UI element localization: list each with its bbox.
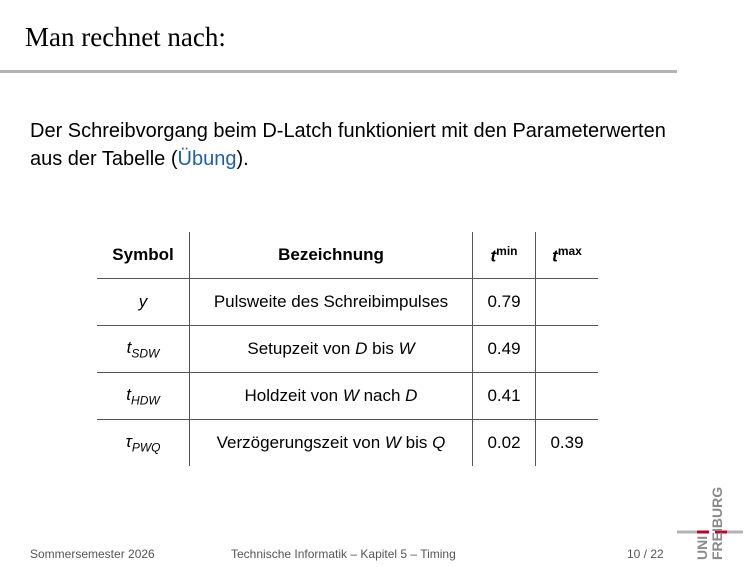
body-text <box>30 117 670 173</box>
description-cell <box>190 373 473 420</box>
tmin-cell: 0.02 <box>473 420 536 467</box>
tmax-cell: 0.39 <box>536 420 599 467</box>
symbol-base: τ <box>125 431 132 451</box>
signal-name: Q <box>432 433 446 452</box>
header-tmin-base: t <box>490 246 497 266</box>
signal-name: D <box>405 386 418 405</box>
tmax-cell <box>536 279 599 326</box>
svg-text:UNI: UNI <box>694 535 710 560</box>
signal-name: D <box>355 339 368 358</box>
tmin-cell: 0.79 <box>473 279 536 326</box>
uni-freiburg-logo <box>675 480 745 560</box>
symbol-base: t <box>126 384 132 404</box>
tmax-cell <box>536 373 599 420</box>
signal-name: W <box>384 433 401 452</box>
header-tmax-base: t <box>552 246 558 266</box>
symbol-cell <box>97 279 190 326</box>
parameter-table <box>97 232 598 466</box>
uebung-link[interactable]: Übung <box>177 148 237 170</box>
tmin-cell: 0.49 <box>473 326 536 373</box>
description-text: Holdzeit von <box>244 386 343 405</box>
symbol-cell <box>97 326 190 373</box>
table-row <box>97 326 598 373</box>
table-row <box>97 373 598 420</box>
symbol-base: t <box>126 337 132 357</box>
symbol-base: y <box>138 292 148 311</box>
signal-name: W <box>342 386 359 405</box>
symbol-subscript: PWQ <box>131 440 161 455</box>
description-cell <box>190 420 473 467</box>
header-symbol: Symbol <box>97 232 190 279</box>
footer-center: Technische Informatik – Kapitel 5 – Timing <box>231 547 456 561</box>
tmin-cell: 0.41 <box>473 373 536 420</box>
header-tmin-sup: min <box>496 243 518 258</box>
tmax-cell <box>536 326 599 373</box>
description-cell <box>190 279 473 326</box>
body-text-main: Der Schreibvorgang beim D-Latch funktioniert mit den Parameterwerten aus der Tabelle ( <box>30 120 666 170</box>
header-tmax <box>536 232 599 279</box>
description-text: Setupzeit von <box>247 339 356 358</box>
footer-left: Sommersemester 2026 <box>30 547 155 561</box>
title-rule <box>0 70 677 73</box>
svg-text:FREIBURG: FREIBURG <box>709 486 725 560</box>
table-row <box>97 420 598 467</box>
description-text: bis <box>367 339 399 358</box>
header-tmax-sup: max <box>557 243 582 258</box>
table-row <box>97 279 598 326</box>
header-tmin <box>473 232 536 279</box>
description-cell <box>190 326 473 373</box>
signal-name: W <box>398 339 415 358</box>
symbol-cell <box>97 420 190 467</box>
header-bezeichnung: Bezeichnung <box>190 232 473 279</box>
symbol-subscript: SDW <box>131 346 160 361</box>
body-text-end: ). <box>236 148 249 170</box>
footer-page-number: 10 / 22 <box>627 547 664 561</box>
description-text: Pulsweite des Schreibimpulses <box>213 292 449 311</box>
description-text: nach <box>358 386 406 405</box>
symbol-cell <box>97 373 190 420</box>
description-text: bis <box>400 433 433 452</box>
symbol-subscript: HDW <box>131 393 160 408</box>
description-text: Verzögerungszeit von <box>216 433 385 452</box>
table-header-row <box>97 232 598 279</box>
slide-title: Man rechnet nach: <box>25 22 226 52</box>
